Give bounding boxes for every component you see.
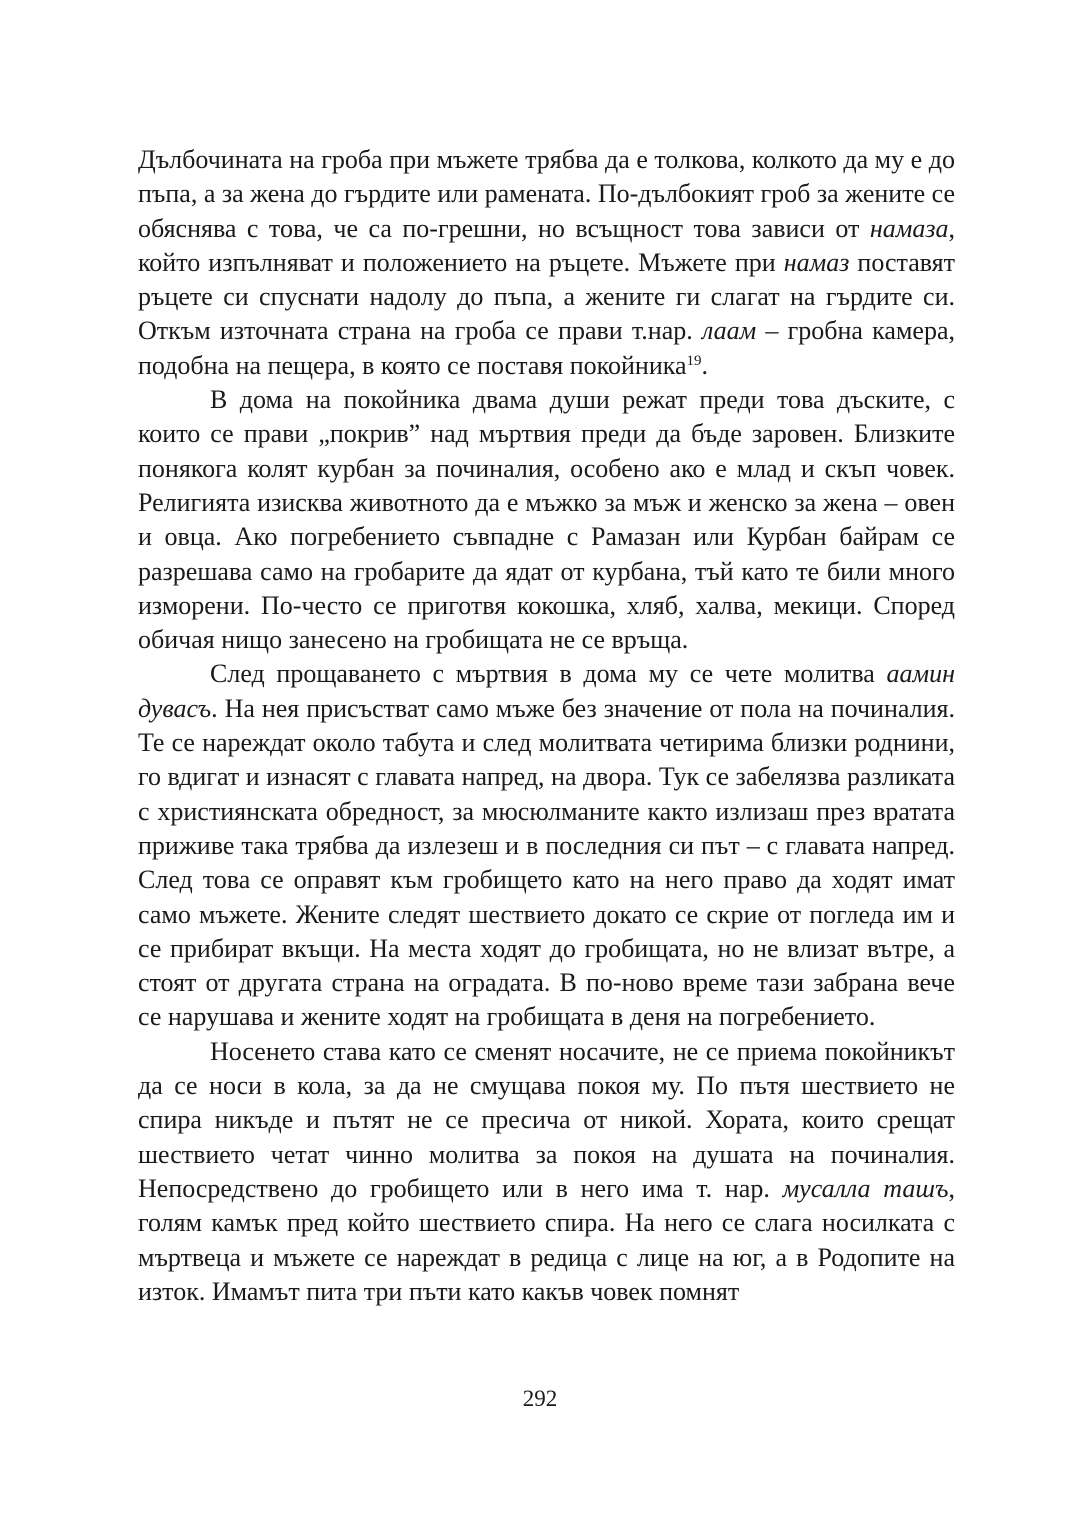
text-run: , който изпълняват и положението на ръцете. Мъжете при bbox=[138, 213, 955, 277]
text-run: В дома на покойника двама души режат преди това дъските, с които се прави „покрив” над мъртвия преди да бъде заровен. Близките понякога колят курбан за починалия, особено ако е млад и скъп човек. Религията изисква животното да е мъжко за мъж и женско за жена – овен и овца. Ако погребението съвпадне с Рамазан или Курбан байрам се разрешава само на гробарите да ядат от курбана, тъй като те били много изморени. По-често се приготвя кокошка, хляб, халва, мекици. Според обичая нищо занесено на гробищата не се връща. bbox=[138, 385, 955, 655]
text-run: – гробна камера, подобна на пещера, в която се поставя покойника bbox=[138, 316, 955, 380]
paragraph-2 bbox=[138, 383, 955, 657]
text-run: Носенето става като се сменят носачите, не се приема покойникът да се носи в кола, за да не смущава покоя му. По пътя шествието не спира никъде и пътят не се пресича от никой. Хората, които срещат шествието четат чинно молитва за покоя на душата на починалия. Непосредствено до гробището или в него има т. нар. bbox=[138, 1036, 955, 1203]
paragraph-3 bbox=[138, 657, 955, 1034]
italic-term: мусалла ташъ bbox=[782, 1173, 949, 1203]
text-run: . На нея присъстват само мъже без значение от пола на починалия. Те се нареждат около табута и след молитвата четирима близки роднини, го вдигат и изнасят с главата напред, на двора. Тук се забелязва разликата с християнската обредност, за мюсюлманите както излизаш през вратата приживе така трябва да излезеш и в последния си път – с главата напред. След това се оправят към гробището като на него право да ходят имат само мъжете. Жените следят шествието докато се скрие от погледа им и се прибират вкъщи. На места ходят до гробищата, но не влизат вътре, а стоят от другата страна на оградата. В по-ново време тази забрана вече се нарушава и жените ходят на гробищата в деня на погребението. bbox=[138, 693, 955, 1032]
footnote-ref[interactable]: 19 bbox=[686, 352, 702, 369]
paragraph-1 bbox=[138, 143, 955, 383]
text-run: След прощаването с мъртвия в дома му се чете молитва bbox=[210, 659, 887, 689]
page-body bbox=[138, 143, 955, 1309]
page-number: 292 bbox=[522, 1386, 558, 1411]
text-run: , голям камък пред който шествието спира. На него се слага носилката с мъртвеца и мъжете се нареждат в редица с лице на юг, а в Родопите на изток. Имамът пита три пъти като какъв човек помнят bbox=[138, 1173, 955, 1306]
paragraph-4 bbox=[138, 1035, 955, 1309]
text-run: поставят ръцете си спуснати надолу до пъпа, а жените ги слагат на гърдите си. Откъм източната страна на гроба се прави т.нар. bbox=[138, 247, 955, 346]
italic-term: намаза bbox=[869, 213, 949, 243]
italic-term: лаам bbox=[701, 316, 757, 346]
text-run: Дълбочината на гроба при мъжете трябва да е толкова, колкото да му е до пъпа, а за жена до гърдите или раменатa. По-дълбокият гроб за жените се обяснява с това, че са по-грешни, но всъщност това зависи от bbox=[138, 145, 956, 243]
italic-term: аамин дувасъ bbox=[138, 659, 955, 723]
italic-term: намаз bbox=[783, 247, 850, 277]
text-run: . bbox=[701, 350, 709, 380]
